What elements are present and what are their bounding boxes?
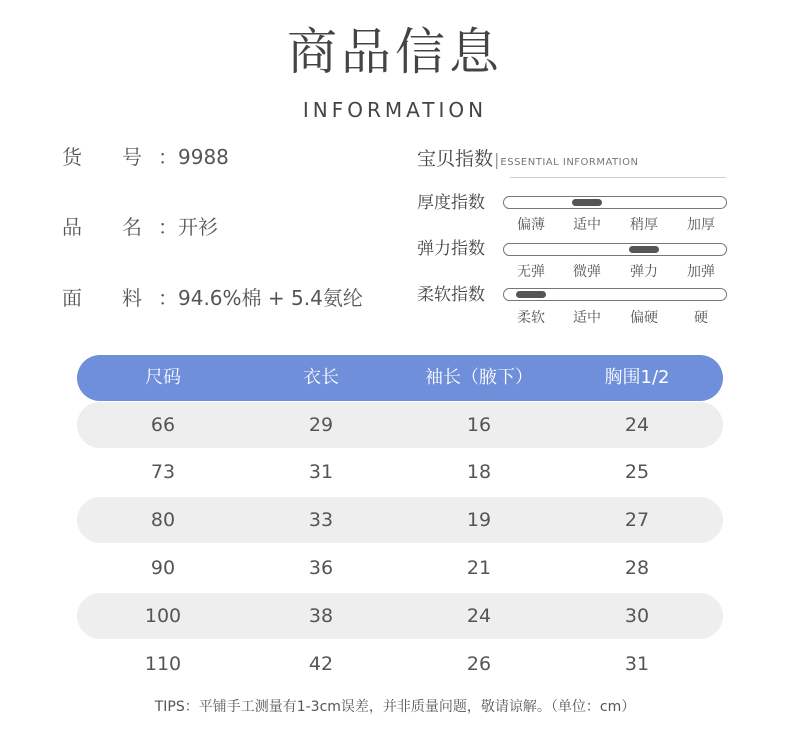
table-row: [77, 545, 723, 591]
info-label: 品 名: [62, 215, 142, 239]
info-value: 开衫: [178, 215, 218, 239]
scale-tick: 柔软: [517, 310, 545, 326]
table-cell: 110: [144, 653, 182, 675]
table-row: [77, 449, 723, 495]
column-header-chest: 胸围1/2: [604, 367, 670, 388]
scale-tick: 加厚: [687, 217, 715, 233]
table-cell: 28: [624, 557, 650, 579]
thickness-scale: [503, 216, 735, 234]
index-heading-title: 宝贝指数: [417, 148, 494, 170]
info-colon: ：: [158, 145, 178, 169]
index-heading: [417, 144, 638, 171]
scale-tick: 偏硬: [630, 310, 658, 326]
thickness-meter: [503, 196, 727, 209]
info-label: 面 料: [62, 286, 142, 310]
elasticity-scale: [503, 263, 735, 281]
index-label-elasticity: 弹力指数: [417, 239, 485, 259]
page-title: 商品信息: [287, 23, 503, 81]
scale-tick: 适中: [573, 310, 601, 326]
info-value: 9988: [178, 145, 229, 169]
table-cell: 16: [466, 414, 492, 436]
table-cell: 31: [624, 653, 650, 675]
table-row: [77, 497, 723, 543]
elasticity-meter: [503, 243, 727, 256]
elasticity-level-marker: [629, 246, 659, 253]
index-label-thickness: 厚度指数: [417, 193, 485, 213]
index-heading-divider: [510, 177, 726, 178]
index-heading-separator: |: [494, 150, 500, 169]
info-item-fabric: [62, 284, 363, 312]
table-row: [77, 402, 723, 448]
table-row: [77, 593, 723, 639]
table-cell: 90: [150, 557, 176, 579]
table-row: [77, 641, 723, 687]
scale-tick: 弹力: [630, 264, 658, 280]
table-cell: 31: [308, 461, 334, 483]
info-value: 94.6%棉 + 5.4氨纶: [178, 286, 363, 310]
info-item-name: [62, 213, 218, 241]
table-cell: 33: [308, 509, 334, 531]
scale-tick: 微弹: [573, 264, 601, 280]
table-cell: 42: [308, 653, 334, 675]
info-item-number: [62, 143, 229, 171]
index-label-softness: 柔软指数: [417, 285, 485, 305]
table-cell: 73: [150, 461, 176, 483]
scale-tick: 加弹: [687, 264, 715, 280]
table-cell: 100: [144, 605, 182, 627]
index-heading-en: ESSENTIAL INFORMATION: [500, 157, 639, 168]
table-cell: 24: [466, 605, 492, 627]
table-cell: 24: [624, 414, 650, 436]
scale-tick: 无弹: [517, 264, 545, 280]
softness-level-marker: [516, 291, 546, 298]
softness-scale: [503, 309, 735, 327]
table-cell: 80: [150, 509, 176, 531]
info-colon: ：: [158, 286, 178, 310]
table-cell: 26: [466, 653, 492, 675]
scale-tick: 偏薄: [517, 217, 545, 233]
column-header-sleeve: 袖长（腋下）: [425, 367, 533, 388]
table-cell: 30: [624, 605, 650, 627]
info-label: 货 号: [62, 145, 142, 169]
thickness-level-marker: [572, 199, 602, 206]
column-header-size: 尺码: [145, 367, 181, 388]
table-cell: 18: [466, 461, 492, 483]
table-cell: 21: [466, 557, 492, 579]
table-cell: 38: [308, 605, 334, 627]
measurement-tips: TIPS：平铺手工测量有1-3cm误差，并非质量问题，敬请谅解。（单位：cm）: [154, 699, 636, 715]
info-colon: ：: [158, 215, 178, 239]
scale-tick: 稍厚: [630, 217, 658, 233]
page-subtitle: INFORMATION: [302, 98, 488, 122]
table-cell: 36: [308, 557, 334, 579]
size-table-header: [77, 355, 723, 401]
scale-tick: 硬: [694, 310, 708, 326]
table-cell: 66: [150, 414, 176, 436]
scale-tick: 适中: [573, 217, 601, 233]
table-cell: 25: [624, 461, 650, 483]
softness-meter: [503, 288, 727, 301]
table-cell: 27: [624, 509, 650, 531]
column-header-length: 衣长: [303, 367, 339, 388]
table-cell: 29: [308, 414, 334, 436]
table-cell: 19: [466, 509, 492, 531]
